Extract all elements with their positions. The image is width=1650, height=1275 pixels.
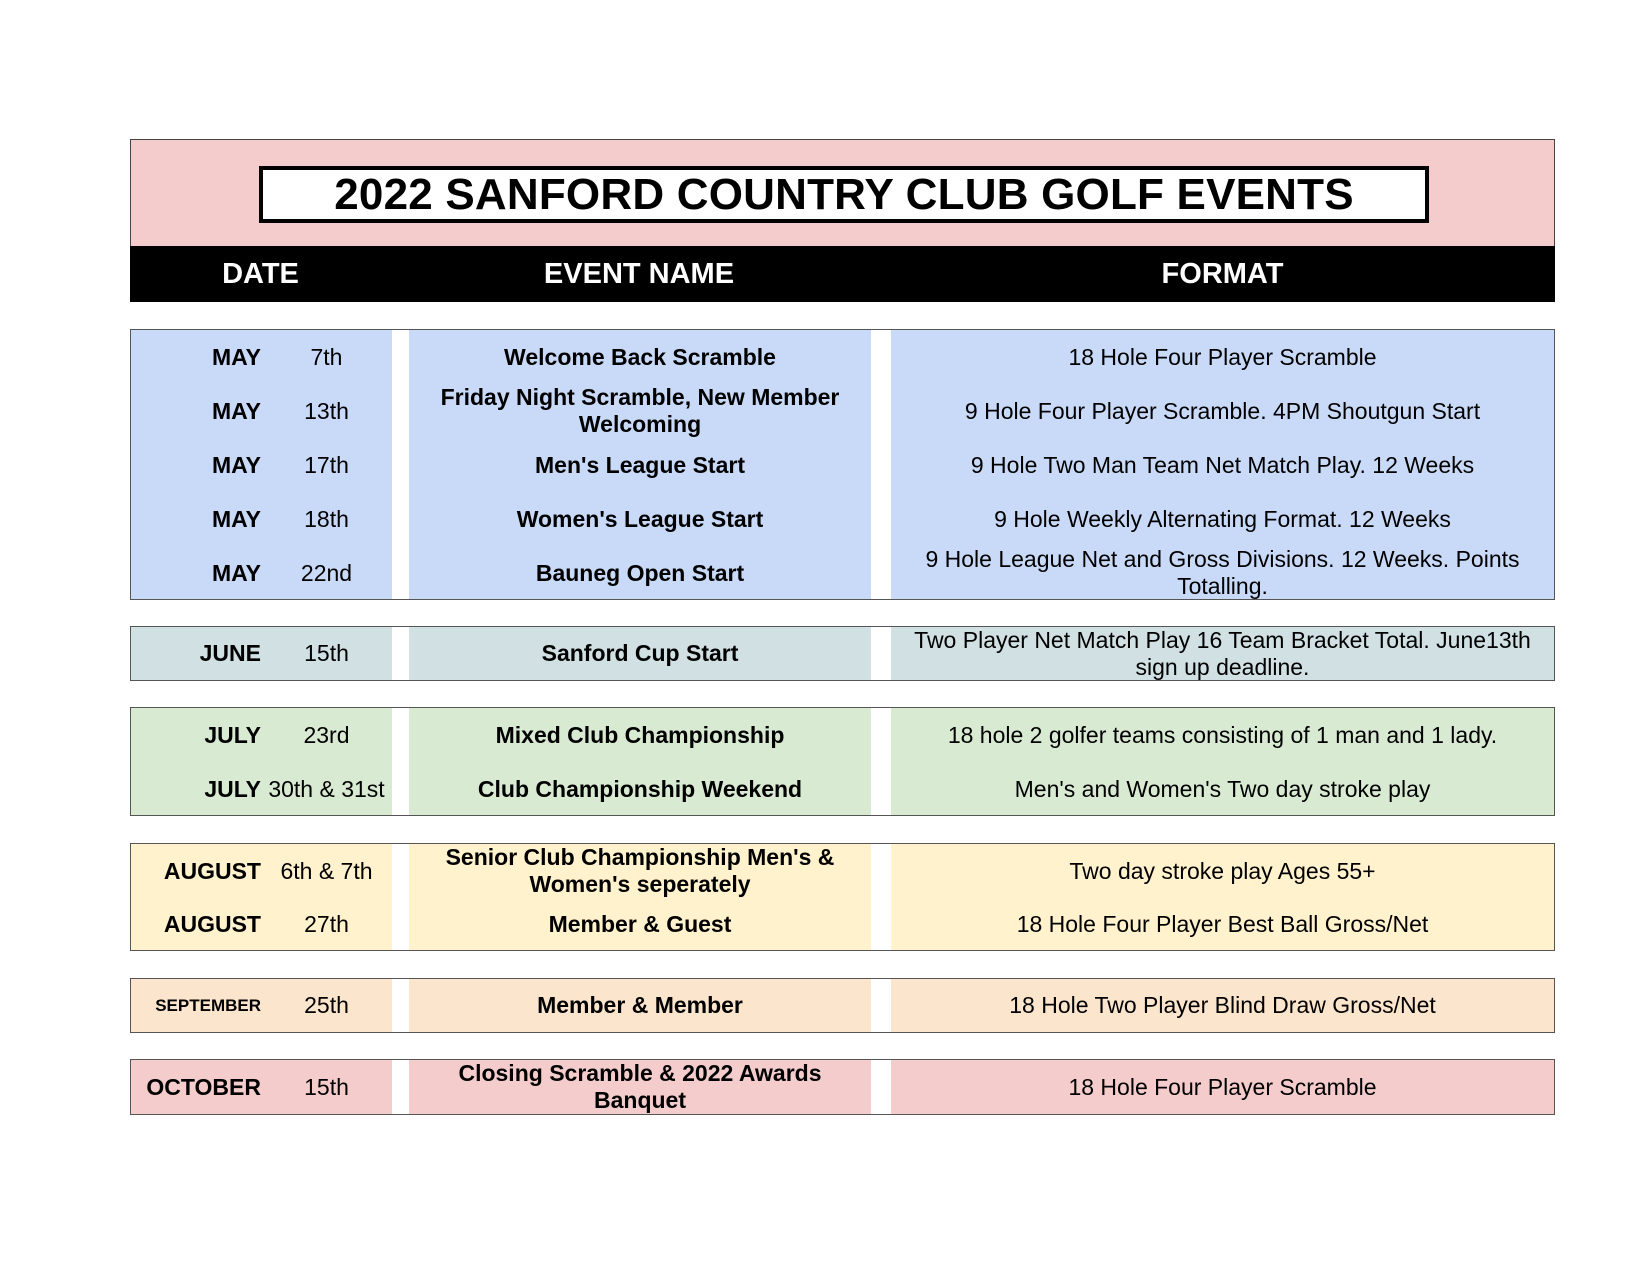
column-header-format: FORMAT [1161, 258, 1284, 290]
day-label: 27th [304, 911, 349, 937]
day-label: 15th [304, 640, 349, 666]
event-name: Member & Member [537, 992, 743, 1018]
table-row [131, 492, 1554, 546]
table-row [131, 898, 1554, 951]
day-label: 15th [304, 1073, 349, 1100]
column-header-date: DATE [222, 258, 299, 290]
event-name: Friday Night Scramble, New Member Welcoming [440, 384, 840, 437]
event-name: Club Championship Weekend [477, 775, 803, 802]
month-label: SEPTEMBER [155, 996, 261, 1015]
event-format: 9 Hole Four Player Scramble. 4PM Shoutgun Start [964, 397, 1481, 424]
column-header-row [130, 246, 1555, 302]
day-label: 23rd [303, 721, 350, 748]
september-events-group [130, 978, 1555, 1033]
table-row [131, 330, 1554, 384]
table-row [131, 762, 1554, 816]
month-label: MAY [212, 451, 261, 478]
month-label: MAY [212, 343, 261, 370]
event-format: Two Player Net Match Play 16 Team Bracket Total. June13th sign up deadline. [914, 626, 1531, 680]
table-row [131, 979, 1554, 1032]
event-name: Women's League Start [516, 505, 764, 532]
august-events-group [130, 843, 1555, 951]
day-label: 13th [304, 397, 349, 424]
month-label: JULY [204, 721, 261, 748]
event-format: Men's and Women's Two day stroke play [1014, 775, 1431, 802]
event-format: 9 Hole Two Man Team Net Match Play. 12 Weeks [970, 451, 1475, 478]
day-label: 7th [310, 343, 343, 370]
event-format: 18 Hole Four Player Scramble [1068, 1073, 1377, 1100]
month-label: AUGUST [163, 857, 261, 884]
month-label: MAY [212, 505, 261, 532]
day-label: 18th [304, 505, 349, 532]
event-format: 18 hole 2 golfer teams consisting of 1 man and 1 lady. [947, 721, 1498, 748]
event-name: Closing Scramble & 2022 Awards Banquet [458, 1060, 822, 1113]
table-row [131, 438, 1554, 492]
event-format: 9 Hole League Net and Gross Divisions. 12 Weeks. Points Totalling. [925, 546, 1520, 599]
day-label: 6th & 7th [280, 857, 373, 884]
month-label: OCTOBER [146, 1073, 261, 1100]
event-name: Bauneg Open Start [535, 559, 745, 586]
october-events-group [130, 1059, 1555, 1115]
event-name: Men's League Start [535, 451, 745, 478]
table-row [131, 844, 1554, 898]
page-title: 2022 SANFORD COUNTRY CLUB GOLF EVENTS [259, 166, 1429, 223]
table-row [131, 708, 1554, 762]
event-format: 18 Hole Four Player Best Ball Gross/Net [1016, 911, 1429, 937]
event-name: Welcome Back Scramble [504, 343, 776, 370]
month-label: MAY [212, 559, 261, 586]
june-events-group [130, 626, 1555, 681]
day-label: 30th & 31st [268, 775, 385, 802]
day-label: 25th [304, 992, 349, 1018]
table-row [131, 1060, 1554, 1114]
month-label: MAY [212, 397, 261, 424]
day-label: 22nd [300, 559, 353, 586]
event-format: Two day stroke play Ages 55+ [1069, 857, 1376, 884]
table-row [131, 627, 1554, 680]
event-name: Member & Guest [548, 911, 732, 937]
column-header-event: EVENT NAME [543, 258, 735, 290]
title-band [130, 139, 1555, 246]
event-format: 9 Hole Weekly Alternating Format. 12 Weeks [994, 505, 1451, 532]
event-name: Mixed Club Championship [495, 721, 785, 748]
event-format: 18 Hole Two Player Blind Draw Gross/Net [1009, 992, 1436, 1018]
table-row [131, 546, 1554, 600]
day-label: 17th [304, 451, 349, 478]
event-name: Sanford Cup Start [541, 640, 739, 666]
event-name: Senior Club Championship Men's & Women's seperately [445, 844, 835, 897]
may-events-group [130, 329, 1555, 600]
month-label: AUGUST [163, 911, 261, 937]
month-label: JULY [204, 775, 261, 802]
event-format: 18 Hole Four Player Scramble [1068, 343, 1377, 370]
month-label: JUNE [199, 640, 261, 666]
table-row [131, 384, 1554, 438]
july-events-group [130, 707, 1555, 816]
